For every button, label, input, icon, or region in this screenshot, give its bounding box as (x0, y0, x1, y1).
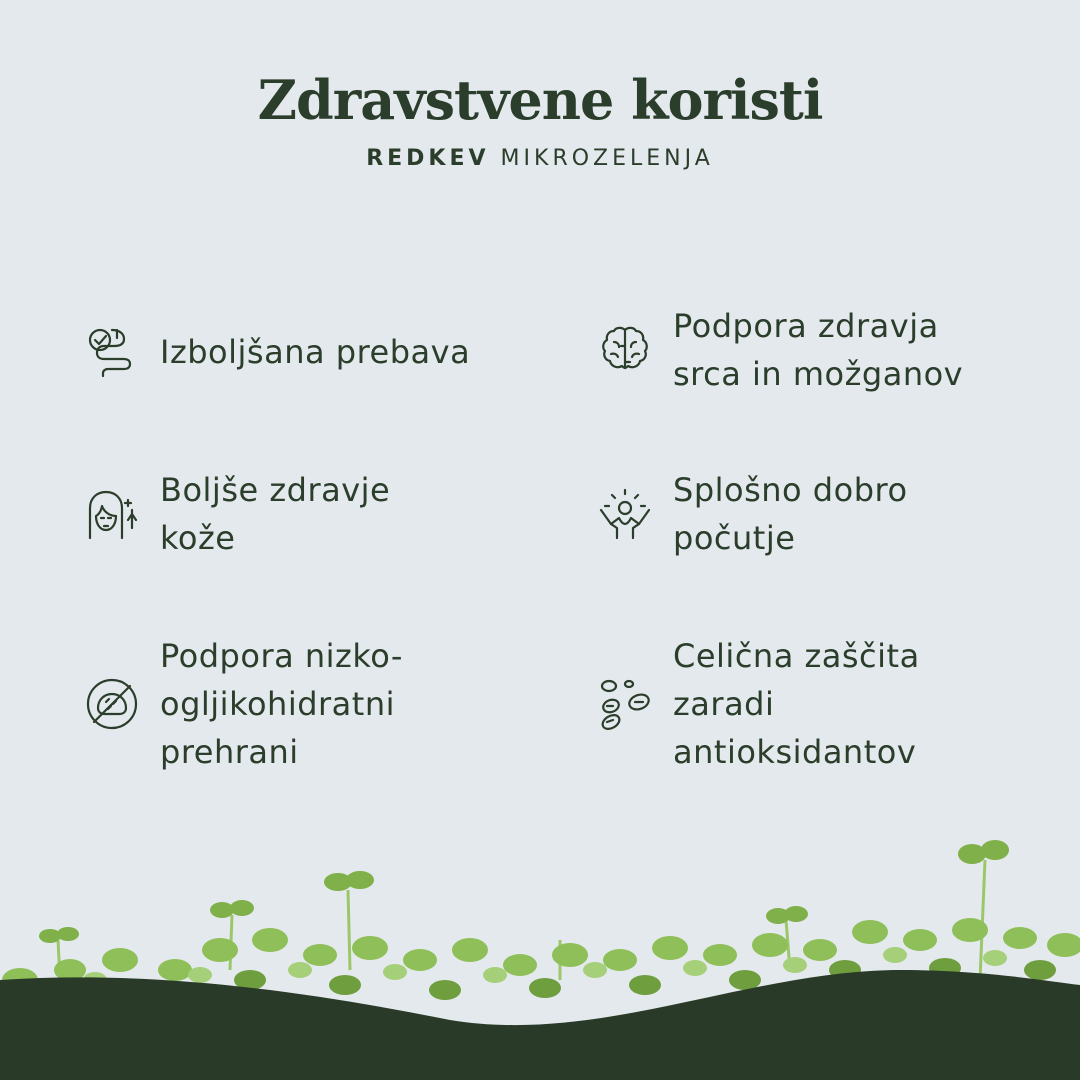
benefit-antioxidants (597, 632, 920, 776)
brain-icon (597, 322, 653, 378)
benefit-wellbeing (597, 466, 908, 562)
no-bread-icon (84, 676, 140, 732)
benefit-low-carb (84, 632, 403, 776)
skin-face-icon (84, 486, 140, 542)
subtitle-bold: REDKEV (366, 146, 490, 171)
benefit-skin (84, 466, 390, 562)
wellbeing-icon (597, 486, 653, 542)
benefit-label: Podpora nizko- ogljikohidratni prehrani (160, 637, 403, 771)
benefit-digestion (84, 324, 470, 380)
cells-icon (597, 676, 653, 732)
digestion-icon (84, 324, 140, 380)
benefit-label: Splošno dobro počutje (673, 471, 908, 557)
benefit-label: Podpora zdravja srca in možganov (673, 307, 964, 393)
page-subtitle (0, 146, 1080, 171)
benefit-label: Boljše zdravje kože (160, 471, 391, 557)
benefit-label: Celična zaščita zaradi antioksidantov (673, 637, 920, 771)
benefit-label: Izboljšana prebava (160, 333, 471, 371)
subtitle-rest: MIKROZELENJA (500, 146, 714, 171)
microgreens-decoration (0, 820, 1080, 1080)
benefit-brain (597, 302, 963, 398)
page-title: Zdravstvene koristi (257, 68, 823, 132)
